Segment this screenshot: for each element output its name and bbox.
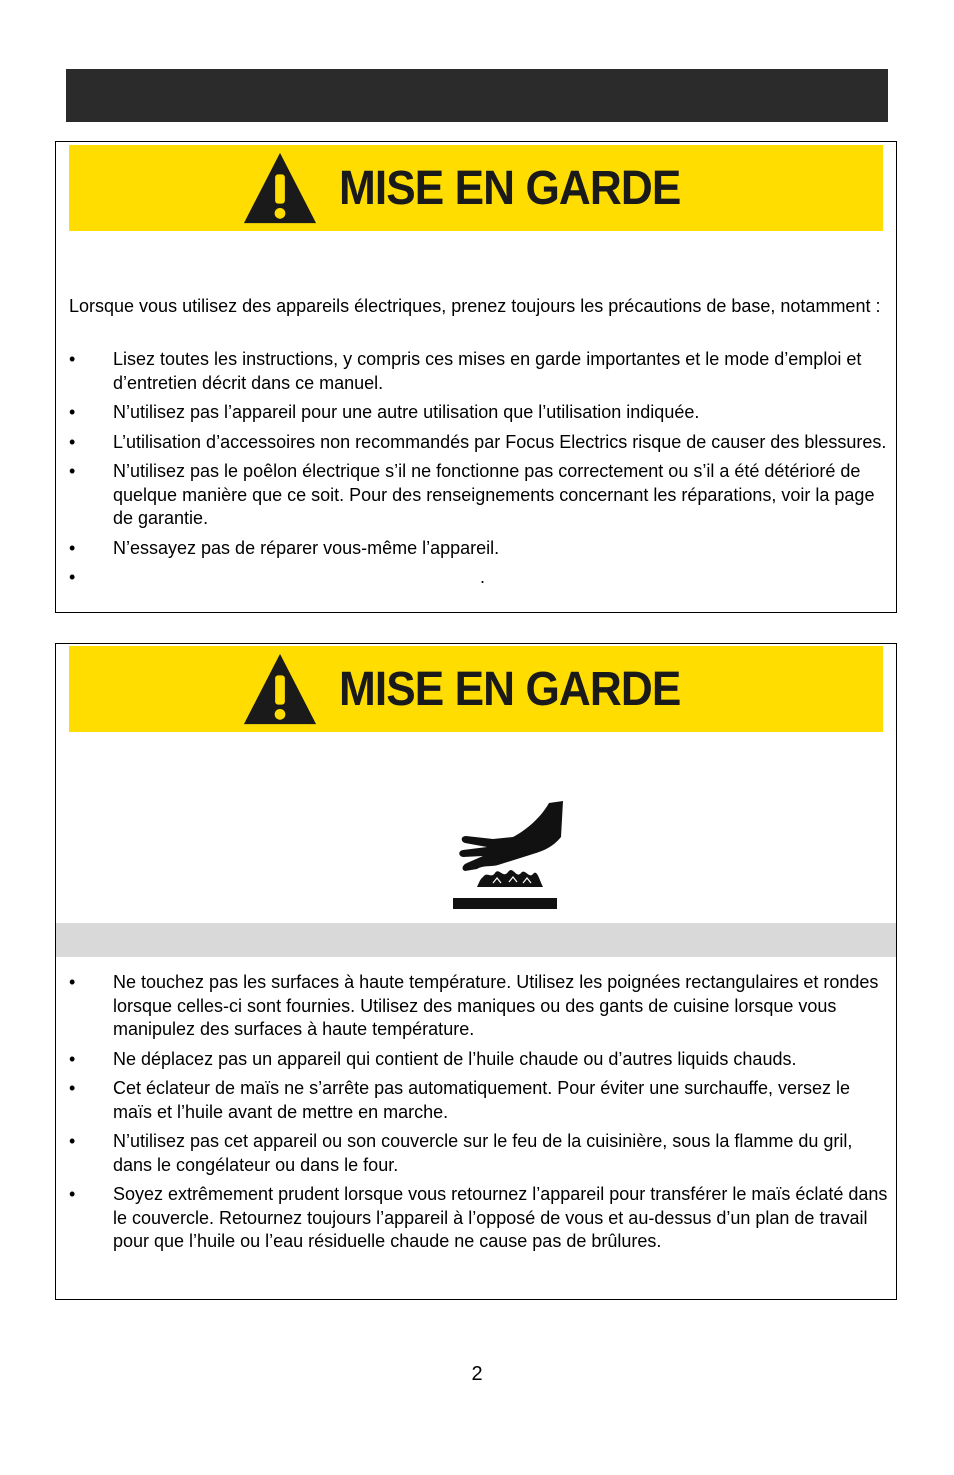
- bullet-icon: •: [69, 1184, 76, 1204]
- warning-triangle-icon: [241, 149, 319, 227]
- bullet-icon: •: [69, 972, 76, 992]
- section-separator-band: [56, 923, 896, 957]
- banner-title: MISE EN GARDE: [339, 161, 681, 215]
- bullet-icon: •: [69, 431, 76, 452]
- list-item: • N’utilisez pas cet appareil ou son couvercle sur le feu de la cuisinière, sous la flamme du gril, dans le congélateur ou dans le four.: [69, 1131, 853, 1175]
- warning-banner: [69, 646, 883, 732]
- warning-box-general: [55, 141, 897, 613]
- bullet-icon: •: [69, 1078, 76, 1098]
- list-item: • N’essayez pas de réparer vous-même l’appareil.: [69, 537, 889, 561]
- bullet-icon: •: [69, 1048, 76, 1069]
- banner-title: MISE EN GARDE: [339, 662, 681, 716]
- bullet-icon: •: [69, 461, 76, 481]
- bullet-icon: •: [69, 537, 76, 558]
- bullet-icon: •: [69, 349, 76, 369]
- hot-surface-precautions-list: [69, 971, 889, 1260]
- precautions-list: [69, 348, 889, 596]
- intro-text: Lorsque vous utilisez des appareils électriques, prenez toujours les précautions de base, notamment :: [69, 296, 881, 316]
- list-item: • Soyez extrêmement prudent lorsque vous retournez l’appareil pour transférer le maïs éclaté dans le couvercle. Retournez toujours l’appareil à l’opposé de vous et au-dessus d’un plan de travail pour que l’huile ou l’eau résiduelle chaude ne cause pas de brûlures.: [69, 1184, 888, 1251]
- list-item: • Cet éclateur de maïs ne s’arrête pas automatiquement. Pour éviter une surchauffe, versez le maïs et l’huile avant de mettre en marche.: [69, 1078, 851, 1122]
- list-item: • L’utilisation d’accessoires non recommandés par Focus Electrics risque de causer des blessures.: [69, 431, 889, 455]
- list-item: • Lisez toutes les instructions, y compris ces mises en garde importantes et le mode d’emploi et d’entretien décrit dans ce manuel.: [69, 349, 862, 393]
- bullet-icon: •: [69, 1131, 76, 1151]
- warning-banner: [69, 145, 883, 231]
- bullet-icon: •: [69, 402, 76, 422]
- list-item: • .: [69, 566, 889, 590]
- list-item: • N’utilisez pas le poêlon électrique s’il ne fonctionne pas correctement ou s’il a été détérioré de quelque manière que ce soit. Pour des renseignements concernant les réparations, voir la page de garantie.: [69, 461, 875, 528]
- hot-surface-hand-icon: [453, 799, 567, 914]
- list-item: • Ne déplacez pas un appareil qui contient de l’huile chaude ou d’autres liquids chauds.: [69, 1048, 889, 1072]
- warning-box-hot-surfaces: [55, 643, 897, 1300]
- list-item: • N’utilisez pas l’appareil pour une autre utilisation que l’utilisation indiquée.: [69, 401, 889, 425]
- page-number: 2: [471, 1363, 483, 1385]
- list-item: • Ne touchez pas les surfaces à haute température. Utilisez les poignées rectangulaires et rondes lorsque celles-ci sont fournies. Utilisez des maniques ou des gants de cuisine lorsque vous manipulez des surfaces à haute température.: [69, 972, 879, 1039]
- warning-triangle-icon: [241, 650, 319, 728]
- header-bar: [66, 69, 888, 122]
- bullet-icon: •: [69, 567, 76, 587]
